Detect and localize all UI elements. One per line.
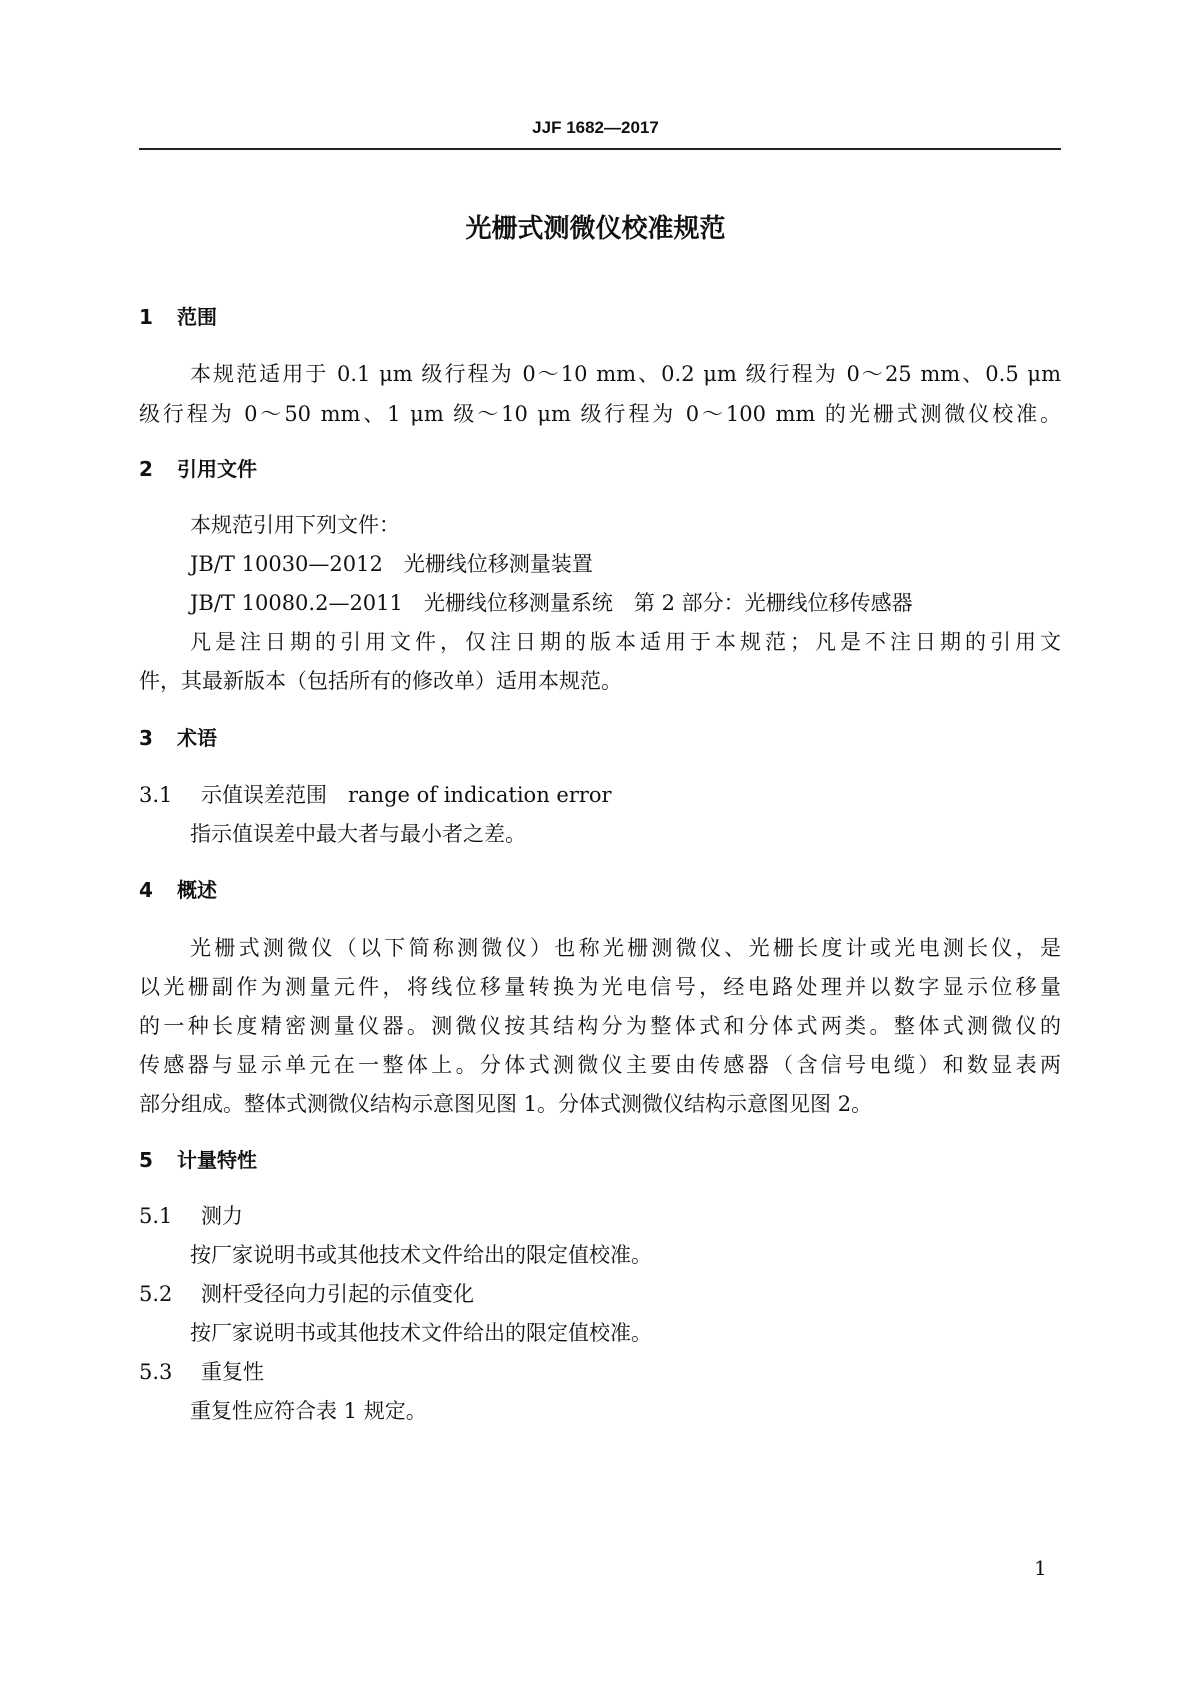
subsection-5-2 <box>139 1281 1061 1307</box>
paragraph-line: 按厂家说明书或其他技术文件给出的限定值校准。 <box>190 1243 652 1267</box>
document-title: 光栅式测微仪校准规范 <box>465 214 726 244</box>
subsection-title: 测力 <box>201 1204 243 1228</box>
header-rule <box>139 148 1061 150</box>
paragraph-line: 传感器与显示单元在一整体上。分体式测微仪主要由传感器（含信号电缆）和数显表两 <box>139 1053 1061 1077</box>
paragraph-line: 的一种长度精密测量仪器。测微仪按其结构分为整体式和分体式两类。整体式测微仪的 <box>139 1014 1061 1038</box>
paragraph-line: 光栅式测微仪（以下简称测微仪）也称光栅测微仪、光栅长度计或光电测长仪，是 <box>190 936 1061 960</box>
section-number: 4 <box>139 878 153 902</box>
subsection-5-3 <box>139 1359 1061 1385</box>
section-heading-3 <box>139 725 1061 751</box>
paragraph-line: 本规范引用下列文件： <box>190 513 400 537</box>
paragraph-line: 按厂家说明书或其他技术文件给出的限定值校准。 <box>190 1321 652 1345</box>
section-number: 5 <box>139 1148 153 1172</box>
section-heading-4 <box>139 877 1061 903</box>
subsection-number: 5.3 <box>139 1360 173 1384</box>
paragraph-line: 指示值误差中最大者与最小者之差。 <box>190 822 526 846</box>
reference-item: JB/T 10030—2012 光栅线位移测量装置 <box>190 552 593 576</box>
subsection-number: 5.2 <box>139 1282 173 1306</box>
reference-item: JB/T 10080.2—2011 光栅线位移测量系统 第 2 部分：光栅线位移传感器 <box>190 591 913 615</box>
page-number: 1 <box>1034 1556 1047 1580</box>
section-title: 概述 <box>177 878 217 902</box>
subsection-number: 5.1 <box>139 1204 173 1228</box>
subsection-title: 示值误差范围 range of indication error <box>201 783 612 807</box>
section-number: 2 <box>139 457 153 481</box>
subsection-number: 3.1 <box>139 783 173 807</box>
section-title: 引用文件 <box>177 457 257 481</box>
section-heading-2 <box>139 456 1061 482</box>
paragraph-line: 凡是注日期的引用文件，仅注日期的版本适用于本规范；凡是不注日期的引用文 <box>190 630 1061 654</box>
section-number: 1 <box>139 305 153 329</box>
subsection-3-1 <box>139 782 1061 808</box>
section-title: 术语 <box>177 726 217 750</box>
section-heading-1 <box>139 304 1061 330</box>
document-code-header: JJF 1682—2017 <box>532 118 659 137</box>
paragraph-line: 以光栅副作为测量元件，将线位移量转换为光电信号，经电路处理并以数字显示位移量 <box>139 975 1061 999</box>
section-title: 计量特性 <box>177 1148 257 1172</box>
section-number: 3 <box>139 726 153 750</box>
paragraph-line: 件，其最新版本（包括所有的修改单）适用本规范。 <box>139 669 622 693</box>
paragraph-line: 部分组成。整体式测微仪结构示意图见图 1。分体式测微仪结构示意图见图 2。 <box>139 1092 873 1116</box>
paragraph-line: 级行程为 0～50 mm、1 μm 级～10 μm 级行程为 0～100 mm 的光栅式测微仪校准。 <box>139 402 1061 426</box>
section-title: 范围 <box>177 305 217 329</box>
paragraph-line: 本规范适用于 0.1 μm 级行程为 0～10 mm、0.2 μm 级行程为 0～25 mm、0.5 μm <box>190 362 1061 386</box>
subsection-title: 测杆受径向力引起的示值变化 <box>201 1282 474 1306</box>
subsection-title: 重复性 <box>201 1360 264 1384</box>
section-heading-5 <box>139 1147 1061 1173</box>
subsection-5-1 <box>139 1203 1061 1229</box>
paragraph-line: 重复性应符合表 1 规定。 <box>190 1399 427 1423</box>
